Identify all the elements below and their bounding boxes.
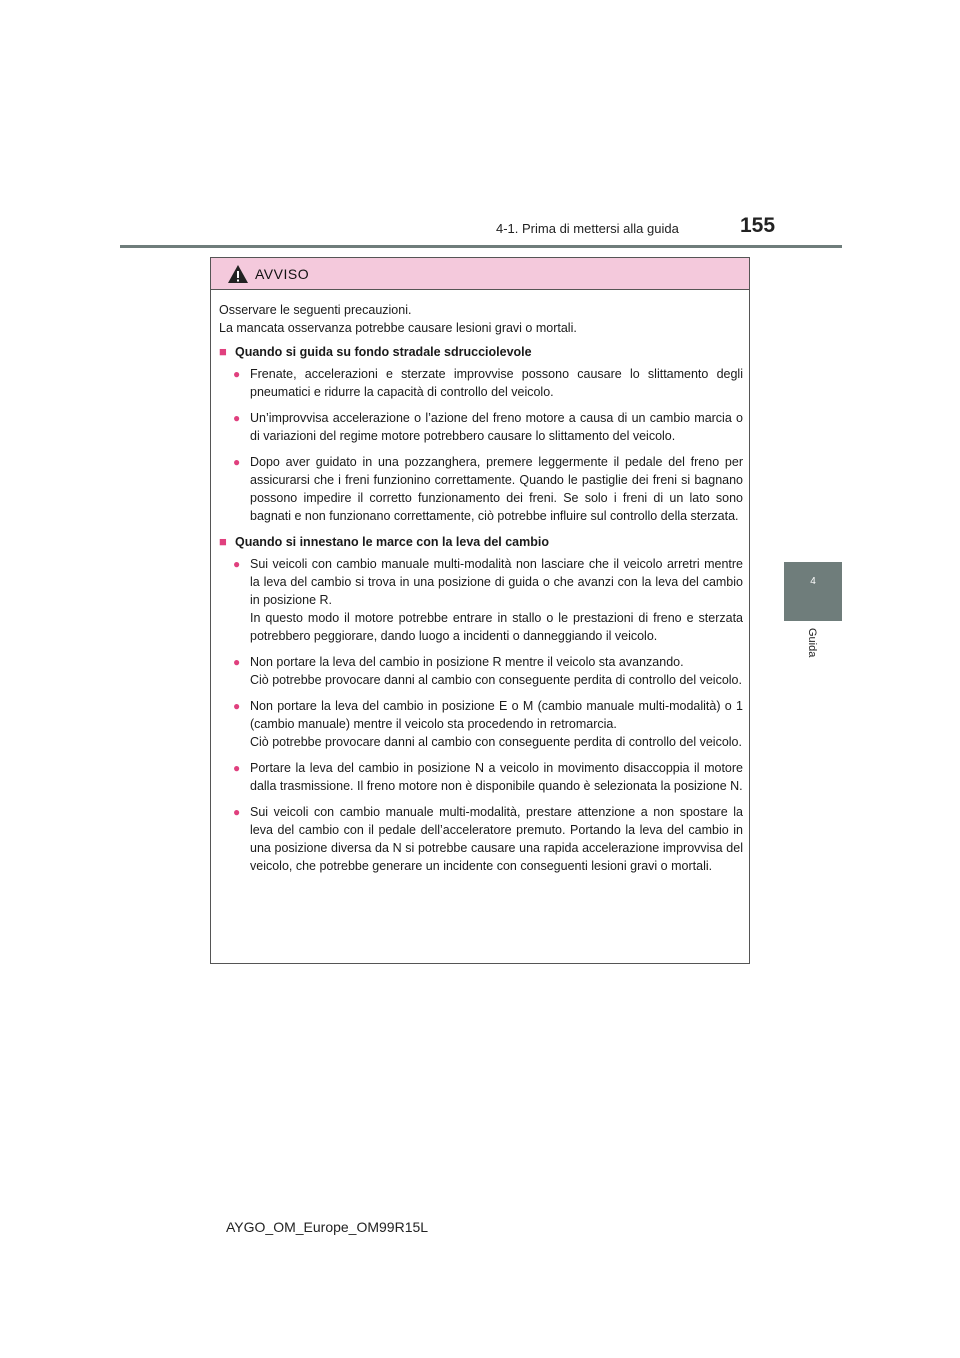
round-bullet-icon: ● [233,455,241,469]
round-bullet-icon: ● [233,655,241,669]
header-divider [120,245,842,248]
chapter-number: 4 [810,576,816,587]
warning-body [211,290,749,875]
square-bullet-icon: ■ [219,534,227,549]
section-heading [219,533,743,551]
document-code: AYGO_OM_Europe_OM99R15L [226,1219,429,1235]
round-bullet-icon: ● [233,699,241,713]
round-bullet-icon: ● [233,557,241,571]
bullet-text: Non portare la leva del cambio in posizione E o M (cambio manuale multi-modalità) o 1 (cambio manuale) mentre il veicolo sta procedendo in retromarcia. Ciò potrebbe provocare danni al cambio con conseguente perdita di controllo del veicolo. [250,699,743,749]
warning-triangle-icon [227,264,249,284]
bullet-text: Frenate, accelerazioni e sterzate improvvise possono causare lo slittamento degli pneumatici e ridurre la capacità di controllo del veicolo. [250,367,743,399]
bullet-text: Sui veicoli con cambio manuale multi-modalità, prestare attenzione a non spostare la leva del cambio con il pedale dell’acceleratore premuto. Portando la leva del cambio in una posizione diversa da N si potrebbe causare una rapida accelerazione improvvisa del veicolo, che potrebbe generare un incidente con conseguenti lesioni gravi o mortali. [250,805,743,873]
section-heading [219,343,743,361]
section-heading-text: Quando si guida su fondo stradale sdrucciolevole [235,345,532,359]
bullet-text: Non portare la leva del cambio in posizione R mentre il veicolo sta avanzando. Ciò potrebbe provocare danni al cambio con conseguente perdita di controllo del veicolo. [250,655,742,687]
bullet-item [233,555,743,645]
round-bullet-icon: ● [233,367,241,381]
bullet-item [233,759,743,795]
page-number: 155 [740,214,776,237]
warning-title: AVVISO [255,265,310,282]
intro-line: La mancata osservanza potrebbe causare lesioni gravi o mortali. [219,321,577,335]
round-bullet-icon: ● [233,805,241,819]
intro-line: Osservare le seguenti precauzioni. [219,303,412,317]
bullet-item [233,697,743,751]
round-bullet-icon: ● [233,411,241,425]
bullet-text: Un’improvvisa accelerazione o l’azione del freno motore a causa di un cambio marcia o di variazioni del regime motore potrebbero causare lo slittamento del veicolo. [250,411,743,443]
square-bullet-icon: ■ [219,344,227,359]
warning-sections [219,343,743,875]
warning-box [210,257,750,964]
warning-header [211,258,749,290]
bullet-text: Sui veicoli con cambio manuale multi-modalità non lasciare che il veicolo arretri mentre la leva del cambio si trova in una posizione di guida o che avanzi con la leva del cambio in posizione R. In questo modo il motore potrebbe entrare in stallo o le prestazioni di freno e sterzata potrebbero peggiorare, dando luogo a incidenti o danneggiando il veicolo. [250,557,743,643]
chapter-name: Guida [806,628,818,658]
bullet-item [233,803,743,875]
bullet-text: Dopo aver guidato in una pozzanghera, premere leggermente il pedale del freno per assicurarsi che i freni funzionino correttamente. Quando le pastiglie dei freni si bagnano possono impedire il corretto funzionamento dei freni. Se solo i freni di un lato sono bagnati e non funzionano correttamente, ciò potrebbe influire sul controllo della sterzata. [250,455,743,523]
section-heading-text: Quando si innestano le marce con la leva del cambio [235,535,549,549]
bullet-item [233,453,743,525]
bullet-item [233,409,743,445]
round-bullet-icon: ● [233,761,241,775]
chapter-tab [784,562,842,621]
bullet-item [233,365,743,401]
bullet-item [233,653,743,689]
bullet-text: Portare la leva del cambio in posizione N a veicolo in movimento disaccoppia il motore dalla trasmissione. Il freno motore non è disponibile quando è selezionata la posizione N. [250,761,743,793]
section-title: 4-1. Prima di mettersi alla guida [496,221,679,236]
